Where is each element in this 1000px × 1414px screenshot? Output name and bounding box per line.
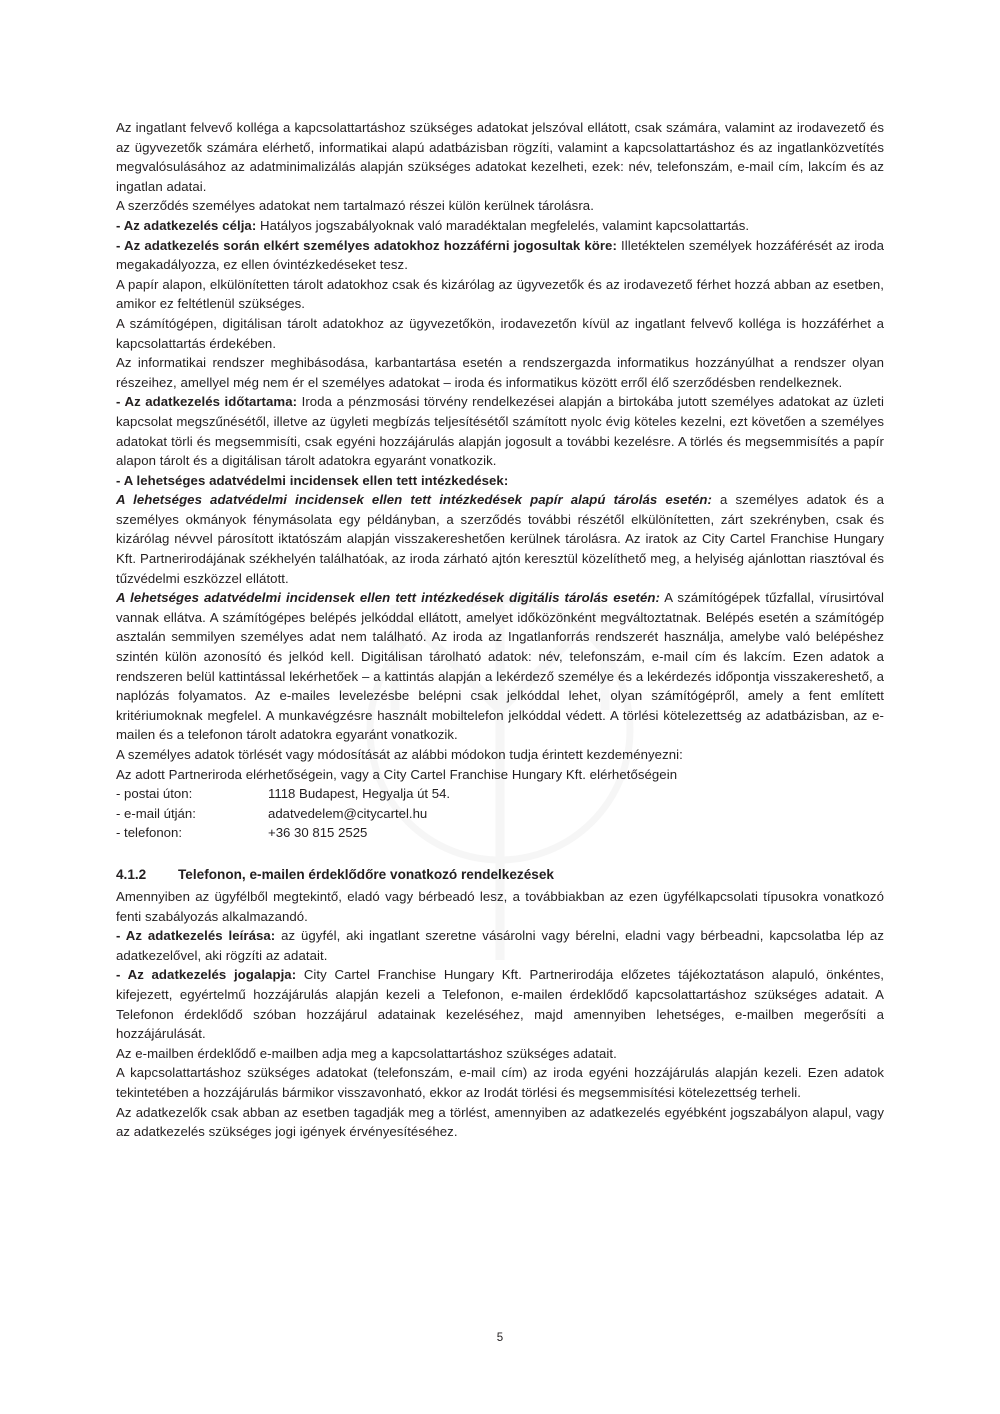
- section-heading: [116, 865, 884, 884]
- item-lead: - Az adatkezelés jogalapja:: [116, 967, 297, 983]
- page-number: 5: [496, 1332, 504, 1344]
- paragraph: Az adott Partneriroda elérhetőségein, vagy a City Cartel Franchise Hungary Kft. elérhetőségein: [116, 766, 678, 782]
- paragraph: A személyes adatok törlését vagy módosítását az alábbi módokon tudja érintett kezdeményezni:: [116, 747, 683, 762]
- item-lead: - Az adatkezelés időtartama:: [116, 394, 298, 410]
- list-item: [116, 926, 884, 965]
- item-lead: - Az adatkezelés során elkért személyes adatokhoz hozzáférni jogosultak köre:: [116, 237, 617, 253]
- item-text: a személyes adatok és a személyes okmányok fénymásolata egy példányban, a szerződés további részétől elkülönítetten, zárt szekrényben, csak és kizárólag névvel párosított iktatószám alapján visszakereshetően kerülnek tárolásra. Az iratok az City Cartel Franchise Hungary Kft. Partnerirodájának székhelyén találhatóak, az iroda zárható ajtón keresztül közelíthető meg, a helyiség ajánlottan riasztóval és tűzvédelmi eszközzel ellátott.: [116, 492, 885, 586]
- paragraph: Az ingatlant felvevő kolléga a kapcsolattartáshoz szükséges adatokat jelszóval ellátott, csak számára, valamint az irodavezető és az ügyvezetők számára elérhető, informatikai alapú adatbázisban rögzíti, valamint a kapcsolattartáshoz és az ingatlanközvetítés megvalósulásához az adatminimalizálás alapján szükséges adatokat kezelheti, ezek: név, telefonszám, e-mail cím, lakcím és az ingatlan adatai.: [116, 120, 884, 194]
- item-text: Hatályos jogszabályoknak való maradéktalan megfelelés, valamint kapcsolattartás.: [256, 217, 750, 233]
- contact-value: 1118 Budapest, Hegyalja út 54.: [268, 786, 451, 802]
- item-lead: - Az adatkezelés célja:: [116, 217, 257, 233]
- subheading: - A lehetséges adatvédelmi incidensek ellen tett intézkedések:: [116, 472, 509, 488]
- paragraph: A kapcsolattartáshoz szükséges adatokat (telefonszám, e-mail cím) az iroda egyéni hozzájárulás alapján kezeli. Ezen adatok tekintetében a hozzájárulás bármikor visszavonható, ekkor az Irodát törlési és megsemmisítési kötelezettség terheli.: [116, 1065, 884, 1100]
- list-item: [116, 236, 884, 275]
- item-text: Illetéktelen személyek hozzáférését az iroda megakadályozza, ez ellen óvintézkedéseket tesz.: [116, 237, 885, 273]
- paragraph: Az adatkezelők csak abban az esetben tagadják meg a törlést, amennyiben az adatkezelés egyébként jogszabályon alapul, vagy az adatkezelés szükséges jogi igények érvényesítéséhez.: [116, 1104, 884, 1140]
- list-item: [116, 490, 884, 588]
- list-item: [116, 392, 884, 470]
- list-item: [116, 216, 884, 236]
- section-title: Telefonon, e-mailen érdeklődőre vonatkozó rendelkezések: [178, 866, 554, 882]
- section-number: 4.1.2: [116, 866, 147, 882]
- contact-label: - e-mail útján:: [116, 805, 196, 821]
- item-text: az ügyfél, aki ingatlant szeretne vásárolni vagy bérelni, eladni vagy bérbeadni, kapcsolatba lép az adatkezelővel, aki rögzíti az adatait.: [116, 928, 884, 963]
- paragraph: Az informatikai rendszer meghibásodása, karbantartása esetén a rendszergazda informatikus hozzányúlhat a rendszer olyan részeihez, amellyel még nem ér el személyes adatokat – iroda és informatikus között erről élő szerződésben rendelkeznek.: [116, 355, 884, 390]
- item-text: Iroda a pénzmosási törvény rendelkezései alapján a birtokába jutott személyes adatokat az üzleti kapcsolat megszűnésétől, illetve az ügyleti megbízás teljesítésétől számított nyolc évig köteles kezelni, ezt követően a személyes adatokat törli és megsemmisíti, csak egyéni hozzájárulás alapján jogosult a további kezelésre. A törlés és megsemmisítés a papír alapon tárolt és a digitálisan tárolt adatokra egyaránt vonatkozik.: [116, 394, 885, 469]
- contact-row: [116, 784, 884, 804]
- contact-row: [116, 823, 884, 843]
- contact-value: +36 30 815 2525: [268, 825, 368, 841]
- paragraph: A számítógépen, digitálisan tárolt adatokhoz az ügyvezetőkön, irodavezetőn kívül az ingatlant felvevő kolléga is hozzáférhet a kapcsolattartás érdekében.: [116, 315, 884, 351]
- list-item: [116, 965, 884, 1043]
- paragraph: A papír alapon, elkülönítetten tárolt adatokhoz csak és kizárólag az ügyvezetők és az irodavezető férhet hozzá abban az esetben, amikor ez feltétlenül szükséges.: [116, 276, 884, 312]
- contact-row: [116, 804, 884, 824]
- paragraph: A szerződés személyes adatokat nem tartalmazó részei külön kerülnek tárolásra.: [116, 198, 594, 214]
- item-lead: A lehetséges adatvédelmi incidensek ellen tett intézkedések digitális tárolás esetén:: [116, 590, 660, 606]
- contact-value: adatvedelem@citycartel.hu: [268, 805, 428, 821]
- list-item: [116, 588, 884, 745]
- document-body: [116, 118, 884, 1142]
- item-lead: - Az adatkezelés leírása:: [116, 928, 276, 944]
- item-lead: A lehetséges adatvédelmi incidensek ellen tett intézkedések papír alapú tárolás esetén:: [116, 492, 712, 508]
- contact-label: - postai úton:: [116, 786, 193, 802]
- paragraph: Az e-mailben érdeklődő e-mailben adja meg a kapcsolattartáshoz szükséges adatait.: [116, 1045, 617, 1061]
- contact-label: - telefonon:: [116, 825, 182, 841]
- item-text: A számítógépek tűzfallal, vírusirtóval vannak ellátva. A számítógépes belépés jelkóddal ellátott, amelyet időközönként megváltoztatnak. Belépés esetén a számítógép asztalán semmilyen személyes adat nem található. Az iroda az Ingatlanforrás rendszerét használja, amelybe való belépéshez szintén külön azonosító és jelkód kell. Digitálisan tárolható adatok: név, telefonszám, e-mail cím és lakcím. Ezen adatok a rendszeren belül kattintással lekérhetőek – a kattintás alapján a lekérdező személye és a lekérdezés időpontja visszakereshető, a naplózás folyamatos. Az e-mailes levelezésbe belépni csak jelkóddal lehet, olyan számítógépről, amely a fent említett kritériumoknak megfelel. A munkavégzésre használt mobiltelefon jelkóddal védett. A törlési kötelezettség az adatbázisban, az e-mailen és a telefonon tárolt adatokra egyaránt vonatkozik.: [116, 590, 884, 743]
- paragraph: Amennyiben az ügyfélből megtekintő, eladó vagy bérbeadó lesz, a továbbiakban az ezen ügyfélkapcsolati típusokra vonatkozó fenti szabályozás alkalmazandó.: [116, 888, 884, 924]
- item-text: City Cartel Franchise Hungary Kft. Partnerirodája előzetes tájékoztatáson alapuló, önkéntes, kifejezett, egyértelmű hozzájárulás alapján kezeli a Telefonon, e-mailen érdeklődő kapcsolattartáshoz szükséges adatait. A Telefonon érdeklődő szóban hozzájárul adatainak kezeléséhez, majd amennyiben lehetséges, e-mailben megerősíti a hozzájárulását.: [116, 967, 885, 1042]
